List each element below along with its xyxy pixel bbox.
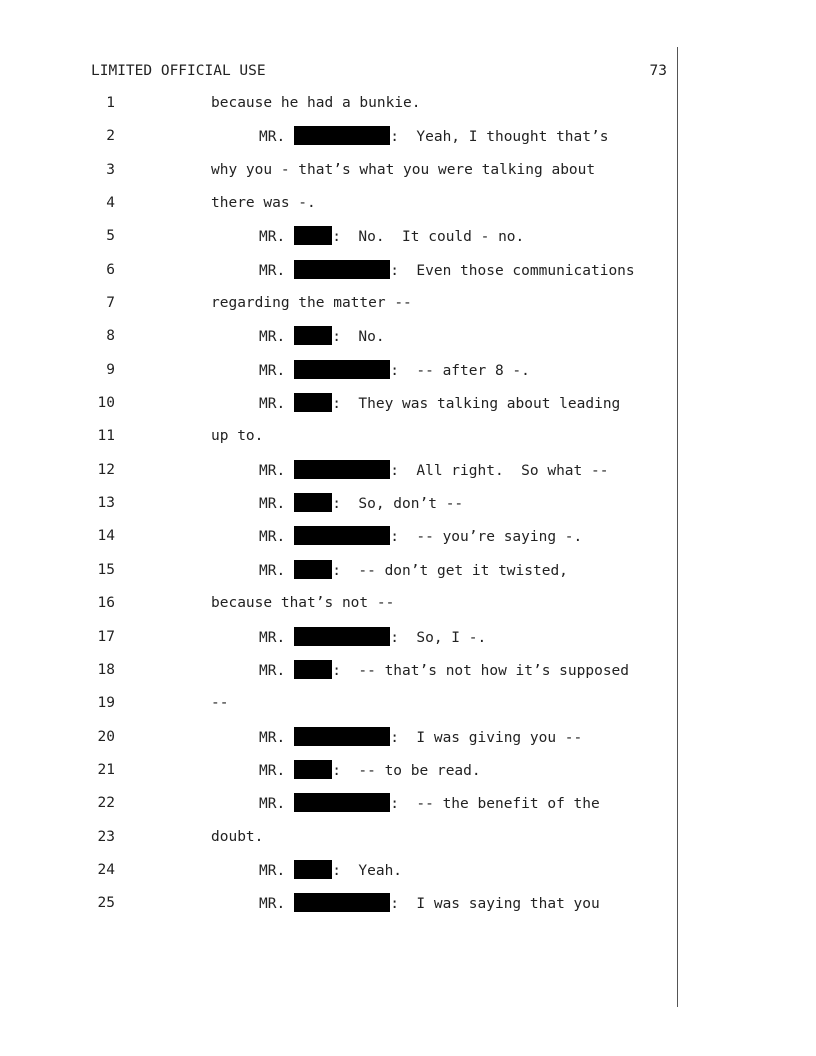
speaker-prefix: MR. [259, 229, 286, 246]
line-text: : So, don’t -- [332, 496, 464, 513]
line-number: 8 [106, 328, 115, 345]
line-number: 18 [97, 661, 115, 678]
line-number: 10 [97, 395, 115, 412]
transcript-line [0, 293, 677, 326]
line-number: 4 [106, 195, 115, 212]
line-content [211, 693, 228, 713]
transcript-line [0, 793, 677, 826]
transcript-line [0, 260, 677, 293]
line-number: 9 [106, 361, 115, 378]
speaker-prefix: MR. [259, 496, 286, 513]
line-number: 3 [106, 161, 115, 178]
redaction-box [294, 460, 390, 479]
page-number: 73 [649, 63, 667, 79]
line-number: 15 [97, 561, 115, 578]
line-number: 14 [97, 528, 115, 545]
line-number: 21 [97, 761, 115, 778]
transcript-line [0, 827, 677, 860]
redaction-box [294, 493, 332, 512]
line-content [259, 793, 600, 814]
line-text: : -- after 8 -. [390, 362, 530, 379]
line-content [259, 526, 582, 547]
speaker-prefix: MR. [259, 629, 286, 646]
transcript-line [0, 460, 677, 493]
speaker-prefix: MR. [259, 762, 286, 779]
redaction-box [294, 793, 390, 812]
line-content [259, 893, 600, 914]
speaker-prefix: MR. [259, 896, 286, 913]
line-text: up to. [211, 428, 264, 445]
line-content [211, 827, 263, 847]
redaction-box [294, 126, 390, 145]
line-text: : I was giving you -- [390, 729, 583, 746]
speaker-prefix: MR. [259, 862, 286, 879]
transcript-line [0, 693, 677, 726]
line-number: 20 [97, 728, 115, 745]
redaction-box [294, 860, 332, 879]
line-number: 2 [106, 128, 115, 145]
line-number: 5 [106, 228, 115, 245]
redaction-box [294, 727, 390, 746]
line-text: because that’s not -- [211, 595, 395, 612]
transcript-line [0, 593, 677, 626]
line-content [259, 260, 635, 281]
redaction-box [294, 260, 390, 279]
line-number: 16 [97, 595, 115, 612]
redaction-box [294, 627, 390, 646]
line-number: 11 [97, 428, 115, 445]
transcript-line [0, 126, 677, 159]
line-content [259, 126, 608, 147]
right-margin-rule [677, 47, 678, 1007]
transcript-line [0, 627, 677, 660]
line-number: 25 [97, 895, 115, 912]
speaker-prefix: MR. [259, 796, 286, 813]
line-content [259, 326, 385, 347]
line-content [211, 426, 263, 446]
line-text: regarding the matter -- [211, 295, 412, 312]
transcript-line [0, 426, 677, 459]
line-content [259, 560, 568, 581]
line-number: 19 [97, 695, 115, 712]
transcript-line [0, 560, 677, 593]
line-number: 6 [106, 261, 115, 278]
transcript-line [0, 860, 677, 893]
line-number: 1 [106, 95, 115, 111]
speaker-prefix: MR. [259, 562, 286, 579]
redaction-box [294, 660, 332, 679]
line-text: there was -. [211, 195, 316, 212]
redaction-box [294, 893, 390, 912]
line-text: : -- you’re saying -. [390, 529, 583, 546]
line-text: : No. [332, 329, 385, 346]
speaker-prefix: MR. [259, 129, 286, 146]
line-text: : Even those communications [390, 262, 635, 279]
speaker-prefix: MR. [259, 329, 286, 346]
line-content [259, 760, 481, 781]
line-text: : Yeah. [332, 862, 403, 879]
redaction-box [294, 326, 332, 345]
transcript-line [0, 93, 677, 126]
transcript-line [0, 526, 677, 559]
transcript-line [0, 393, 677, 426]
line-number: 7 [106, 295, 115, 312]
line-content [259, 460, 608, 481]
speaker-prefix: MR. [259, 396, 286, 413]
transcript-line [0, 326, 677, 359]
speaker-prefix: MR. [259, 729, 286, 746]
line-text: : Yeah, I thought that’s [390, 129, 609, 146]
line-content [259, 393, 620, 414]
transcript-line [0, 160, 677, 193]
redaction-box [294, 226, 332, 245]
line-content [259, 360, 530, 381]
line-number: 22 [97, 795, 115, 812]
speaker-prefix: MR. [259, 262, 286, 279]
line-text: : -- to be read. [332, 762, 481, 779]
line-content [259, 226, 524, 247]
redaction-box [294, 760, 332, 779]
transcript-line [0, 893, 677, 926]
speaker-prefix: MR. [259, 529, 286, 546]
line-content [259, 660, 629, 681]
line-number: 12 [97, 461, 115, 478]
line-number: 24 [97, 861, 115, 878]
classification-header: LIMITED OFFICIAL USE [91, 63, 266, 79]
line-text: : All right. So what -- [390, 462, 609, 479]
line-text: : -- don’t get it twisted, [332, 562, 568, 579]
redaction-box [294, 526, 390, 545]
transcript-line [0, 493, 677, 526]
line-text: : I was saying that you [390, 896, 600, 913]
line-content [211, 293, 412, 313]
line-content [211, 193, 316, 213]
line-number: 13 [97, 495, 115, 512]
speaker-prefix: MR. [259, 662, 286, 679]
line-text: : No. It could - no. [332, 229, 525, 246]
transcript-line [0, 760, 677, 793]
transcript-line [0, 226, 677, 259]
line-content [211, 593, 394, 613]
line-text: : So, I -. [390, 629, 487, 646]
redaction-box [294, 393, 332, 412]
transcript-line [0, 727, 677, 760]
line-text: : -- the benefit of the [390, 796, 600, 813]
line-text: why you - that’s what you were talking about [211, 161, 596, 178]
line-text: : -- that’s not how it’s supposed [332, 662, 630, 679]
line-text: : They was talking about leading [332, 396, 621, 413]
line-content [259, 627, 486, 648]
line-text: -- [211, 695, 229, 712]
line-number: 23 [97, 828, 115, 845]
transcript-line [0, 193, 677, 226]
line-content [259, 727, 582, 748]
line-content [259, 860, 402, 881]
line-number: 17 [97, 628, 115, 645]
line-content [211, 93, 421, 113]
transcript-line [0, 660, 677, 693]
line-text: because he had a bunkie. [211, 95, 421, 111]
line-content [211, 160, 595, 180]
redaction-box [294, 560, 332, 579]
transcript-line [0, 360, 677, 393]
speaker-prefix: MR. [259, 462, 286, 479]
transcript-lines [0, 93, 677, 927]
redaction-box [294, 360, 390, 379]
speaker-prefix: MR. [259, 362, 286, 379]
line-content [259, 493, 463, 514]
line-text: doubt. [211, 828, 264, 845]
